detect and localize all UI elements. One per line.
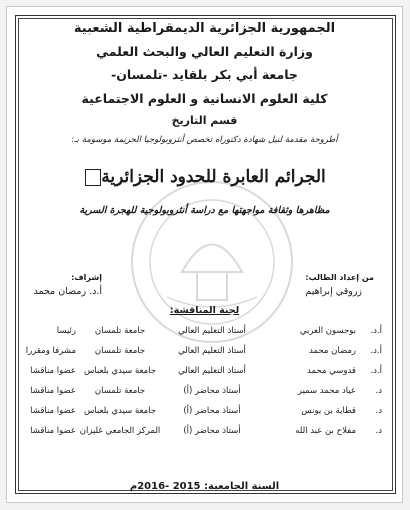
committee-row (25, 321, 382, 341)
member-prefix: د. (375, 386, 382, 396)
committee-row (25, 421, 382, 441)
supervisor-name: أ.د. رمضان محمد (33, 286, 102, 297)
thesis-subtitle: مظاهرها وثقافة مواجهتها مع دراسة أنثروبولوجية للهجرة السرية (79, 205, 330, 216)
supervisor-label: إشراف: (71, 273, 102, 282)
member-rank: أستاذ التعليم العالي (178, 346, 246, 356)
member-name: قطاية بن يونس (301, 406, 356, 416)
thesis-intro: أطروحة مقدمة لنيل شهادة دكتوراه تخصص أنثروبولوجيا الجريمة موسومة بـ: (71, 135, 338, 145)
student-name: زروقي إبراهيم (305, 286, 362, 297)
member-role: مشرفا ومقررا (25, 346, 76, 356)
member-prefix: د. (375, 426, 382, 436)
member-rank: أستاذ محاضر (أ) (183, 406, 241, 416)
member-role: عضوا مناقشا (30, 366, 76, 376)
member-name: عياد محمد سمير (297, 386, 356, 396)
member-name: مفلاح بن عبد الله (295, 426, 356, 436)
thesis-title-text: الجرائم العابرة للحدود الجزائرية (101, 167, 326, 187)
committee-row (25, 401, 382, 421)
member-prefix: د. (375, 406, 382, 416)
committee-row (25, 361, 382, 381)
member-role: عضوا مناقشا (30, 426, 76, 436)
committee-title: لجنة المناقشة: (169, 305, 240, 316)
department-name: قسم التاريخ (171, 114, 238, 127)
document-page (6, 6, 403, 503)
member-prefix: أ.د. (370, 366, 382, 376)
member-role: رئيسا (56, 326, 76, 336)
university-name: جامعة أبي بكر بلقايد -تلمسان- (111, 67, 298, 82)
thesis-title (21, 167, 388, 187)
member-name: رمضان محمد (309, 346, 356, 356)
title-box-glyph (85, 169, 101, 186)
member-university: جامعة تلمسان (94, 386, 146, 396)
member-role: عضوا مناقشا (30, 386, 76, 396)
member-name: بوحسون العربي (299, 326, 356, 336)
member-prefix: أ.د. (370, 346, 382, 356)
member-rank: أستاذ التعليم العالي (178, 326, 246, 336)
member-university: جامعة تلمسان (94, 326, 146, 336)
member-name: قدوسي محمد (307, 366, 356, 376)
committee-list (25, 321, 382, 441)
member-university: جامعة سيدي بلعباس (83, 366, 157, 376)
member-rank: أستاذ محاضر (أ) (183, 386, 241, 396)
ministry-name: وزارة التعليم العالي والبحث العلمي (96, 44, 313, 59)
committee-row (25, 381, 382, 401)
student-label: من إعداد الطالب: (305, 273, 374, 282)
member-role: عضوا مناقشا (30, 406, 76, 416)
member-university: المركز الجامعي غليزان (79, 426, 161, 436)
faculty-name: كلية العلوم الانسانية و العلوم الاجتماعية (81, 91, 328, 106)
committee-row (25, 341, 382, 361)
member-university: جامعة تلمسان (94, 346, 146, 356)
member-prefix: أ.د. (370, 326, 382, 336)
member-rank: أستاذ التعليم العالي (178, 366, 246, 376)
country-name: الجمهورية الجزائرية الديمقراطية الشعبية (73, 21, 336, 36)
member-university: جامعة سيدي بلعباس (83, 406, 157, 416)
member-rank: أستاذ محاضر (أ) (183, 426, 241, 436)
academic-year: السنة الجامعية: 2015 -2016م (129, 481, 280, 492)
